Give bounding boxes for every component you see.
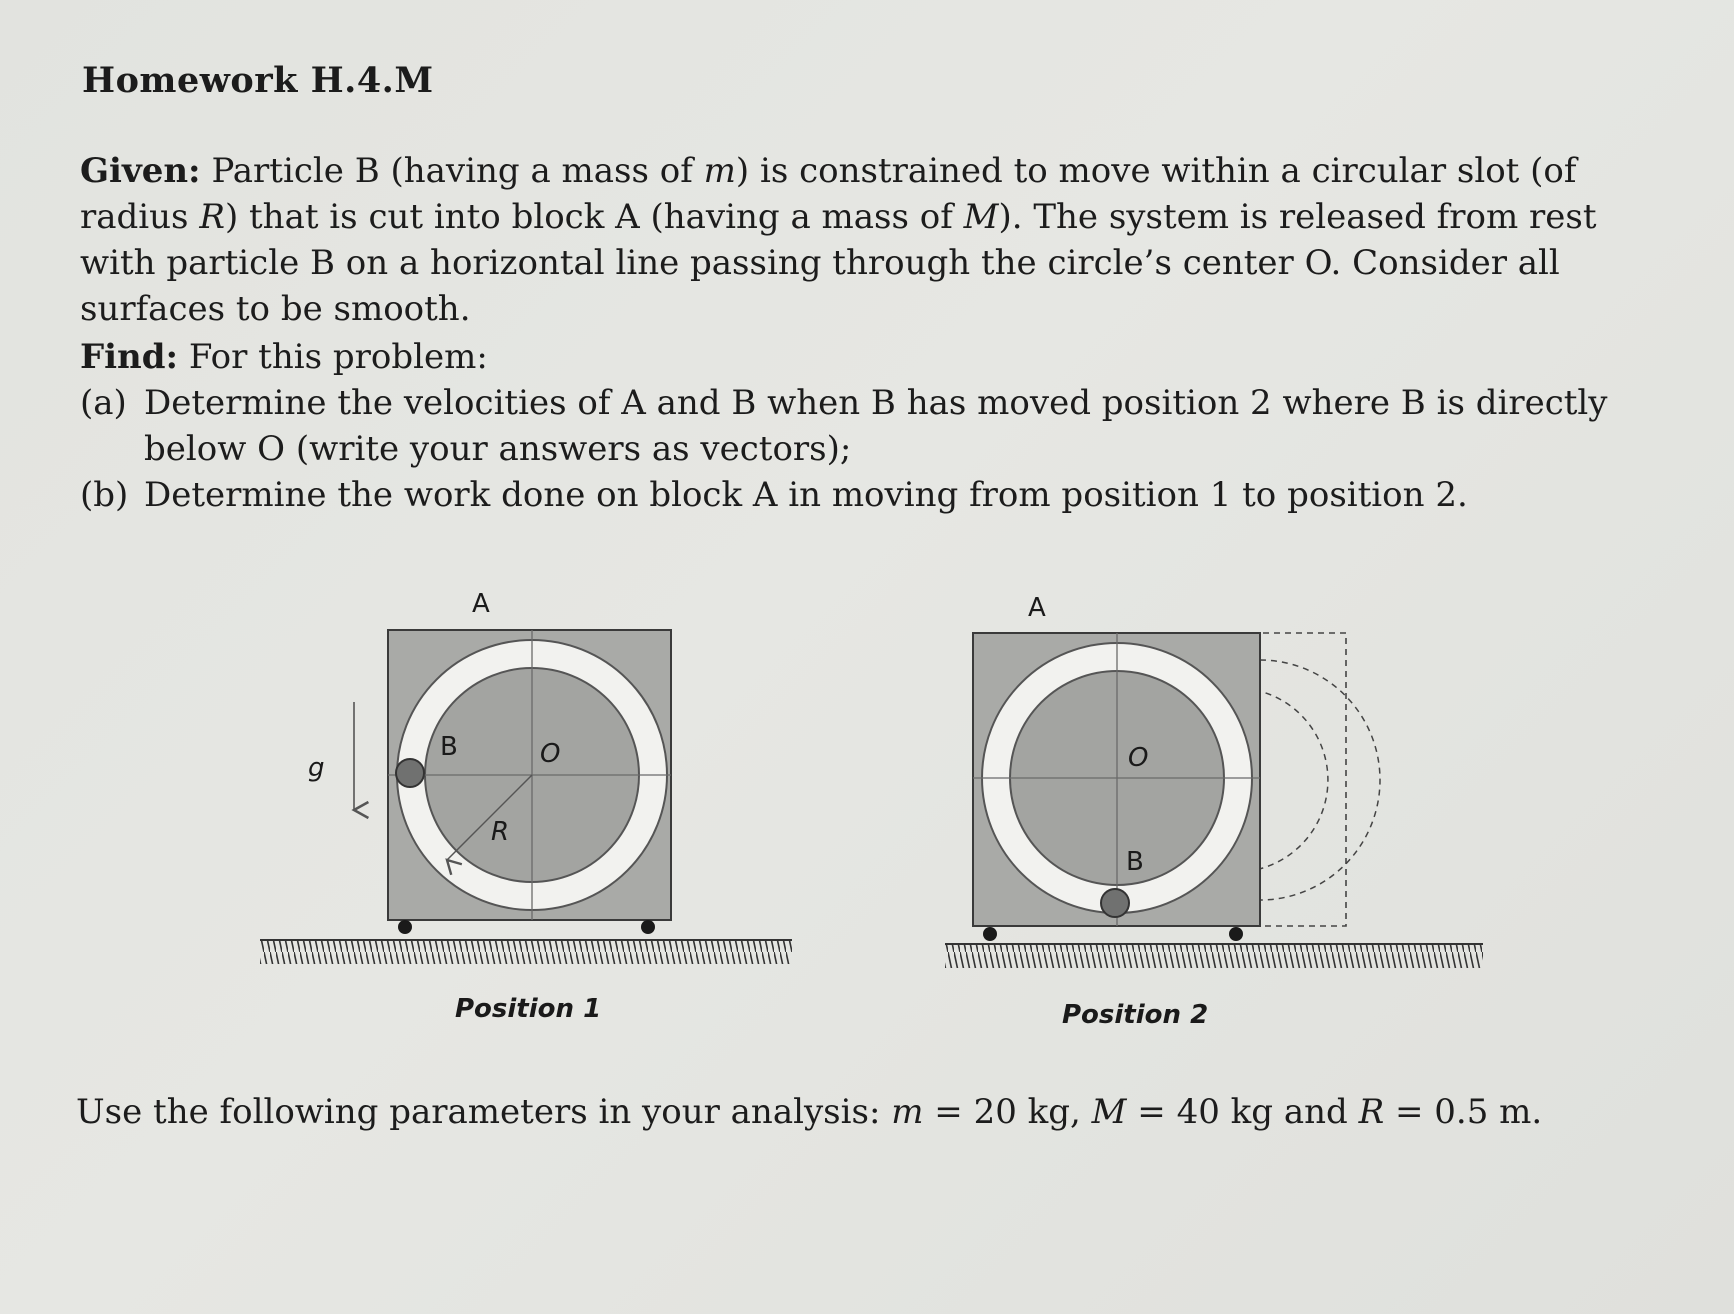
find-intro: For this problem: [188,337,488,377]
given-text-3: ) that is cut into block A (having a mass of [224,197,964,237]
wheel-2-right [1229,927,1243,941]
find-item-a-label: (a) [80,383,127,423]
homework-title: Homework H.4.M [82,60,434,101]
given-text-1: Particle B (having a mass of [211,151,704,191]
particle-b-2 [1101,889,1129,917]
position-2-figure [945,593,1483,1030]
params-m-value: = 20 kg, [923,1092,1092,1132]
params-M-symbol: M [1091,1092,1127,1132]
params-m-symbol: m [891,1092,924,1132]
position-1-figure [260,589,792,1024]
dashed-slot-outer [1260,660,1380,900]
wheel-1-right [641,920,655,934]
particle-b-label-1: B [440,732,458,762]
center-o-label-2: O [1128,743,1149,773]
dashed-slot-inner [1255,690,1328,870]
center-o-label-1: O [540,739,561,769]
params-M-value: = 40 kg and [1126,1092,1359,1132]
params-R-symbol: R [1358,1092,1385,1132]
wheel-1-left [398,920,412,934]
params-R-value: = 0.5 m. [1384,1092,1543,1132]
given-M-symbol: M [963,197,999,237]
ground-1 [260,940,792,964]
gravity-label: g [308,753,325,783]
given-text-4: ). The system is released from rest with particle B on a horizontal line passing through the circle’s center O. Consider all surfaces to be smooth. [80,197,1597,329]
wheel-2-left [983,927,997,941]
find-item-b-label: (b) [80,475,129,515]
params-prefix: Use the following parameters in your analysis: [76,1092,892,1132]
position-1-caption: Position 1 [455,994,602,1024]
given-label: Given: [80,151,201,191]
particle-b-label-2: B [1126,847,1144,877]
parameters-line [76,1092,1542,1132]
given-R-symbol: R [199,197,225,237]
position-2-caption: Position 2 [1062,1000,1209,1030]
find-label: Find: [80,337,179,377]
find-item-b-text: Determine the work done on block A in moving from position 1 to position 2. [144,475,1468,515]
radius-r-label: R [491,817,510,847]
find-item-a-text: Determine the velocities of A and B when B has moved position 2 where B is directly below O (write your answers as vectors); [144,383,1608,469]
block-a-label-1: A [472,589,490,619]
particle-b-1 [396,759,424,787]
ground-2 [945,944,1483,968]
given-m-symbol: m [703,151,736,191]
given-text-2: ) is constrained to move within a circular slot (of radius [80,151,1577,237]
block-a-label-2: A [1028,593,1046,623]
